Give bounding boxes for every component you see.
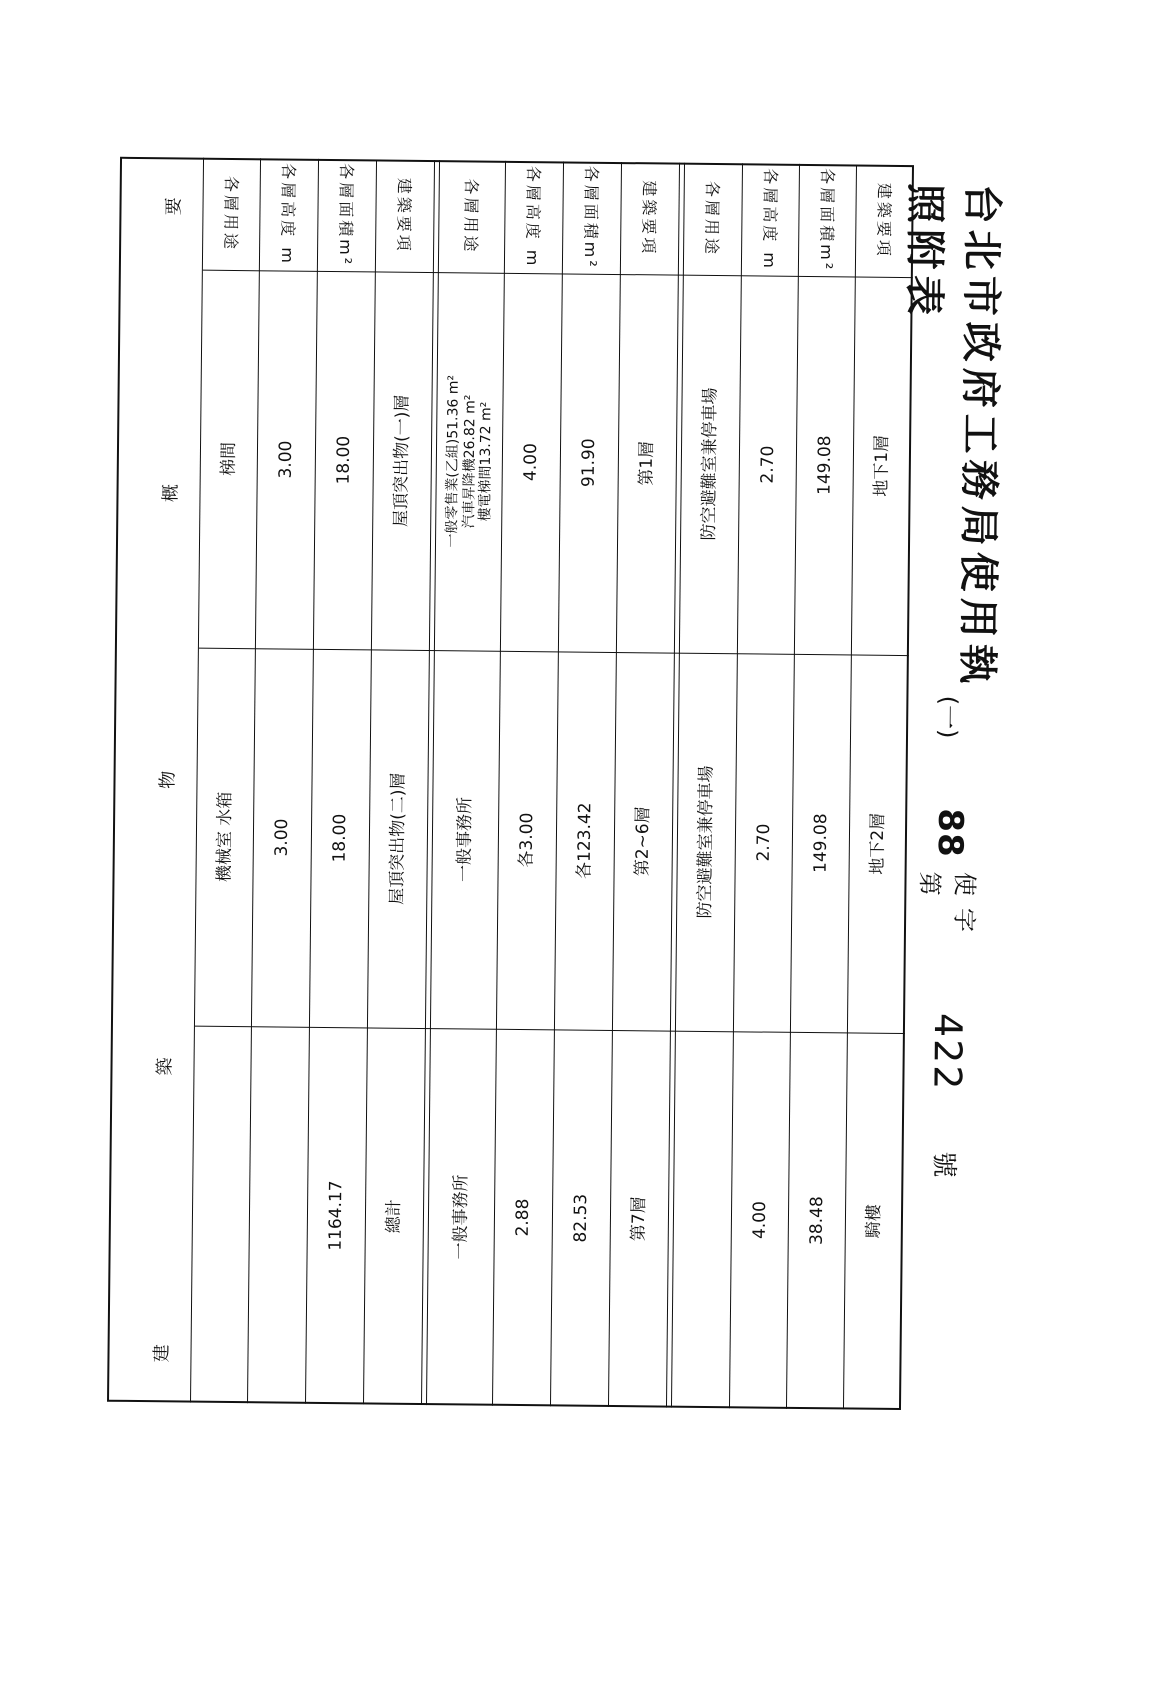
section-char: 物 [157,770,179,789]
table-cell-use [191,1026,252,1404]
table-cell-item: 總計 [384,1199,405,1234]
row-label-use: 各層用途 [461,178,482,255]
row-label-use: 各層用途 [702,180,723,258]
permit-attachment-sheet [107,157,1005,1411]
permit-suffix: 號 [928,1151,960,1184]
title-suffix: (一) [934,695,963,739]
use-line: 汽車昇降機26.82 m² [460,394,479,529]
table-cell-item: 屋頂突出物(一)層 [391,394,413,527]
table-cell-height: 3.00 [275,440,297,479]
section-char: 築 [154,1057,176,1076]
table-cell-height: 2.88 [512,1198,534,1237]
table-cell-item: 第2~6層 [632,806,654,877]
permit-prefix: 使字第 [915,871,979,945]
section-char: 概 [160,483,182,503]
table-cell-use: 梯間 [218,441,239,477]
row-label-height: 各層高度 m [523,165,544,269]
document-title-bar [900,182,1005,1184]
permit-number: 422 [925,1012,971,1092]
table-cell-use [435,272,505,651]
table-cell-area: 1164.17 [325,1180,347,1251]
row-label-area: 各層面積m² [336,163,357,268]
table-cell-item: 騎樓 [863,1204,884,1239]
table-cell-area: 各123.42 [574,802,596,880]
document-title: 台北市政府工務局使用執照附表 [900,182,1005,691]
table-cell-use [427,1028,497,1406]
table-cell-height: 3.00 [271,818,293,857]
table-cell-area: 18.00 [333,435,355,485]
table-cell-height: 2.70 [753,823,774,862]
table-cell-area: 18.00 [329,813,351,863]
table-cell-item: 屋頂突出物(二)層 [387,772,409,905]
table-cell-use [431,650,501,1029]
section-char: 建 [151,1344,173,1363]
use-line: 一般事務所 [450,1174,472,1260]
table-cell-area: 82.53 [570,1193,592,1243]
table-cell-area: 149.08 [814,435,835,496]
table-cell-height [248,1026,310,1404]
table-cell-area: 149.08 [810,813,831,874]
use-line: 樓電梯間13.72 m² [477,401,495,522]
section-char: 要 [163,197,185,216]
use-line: 一般事務所 [454,796,476,883]
table-cell-height: 2.70 [757,445,778,484]
table-cell-use: 防空避難室兼停車場 [695,765,717,919]
row-label-use: 各層用途 [221,175,241,253]
row-label-area: 各層面積m² [581,165,602,270]
table-cell-height: 4.00 [520,443,542,482]
row-label-height: 各層高度 m [759,168,780,272]
row-label-height: 各層高度 m [278,163,299,266]
table-cell-item: 第1層 [636,440,658,486]
row-label-item: 建築要項 [639,180,660,257]
table-cell-area: 91.90 [578,438,600,488]
permit-year: 88 [929,808,971,858]
use-line: 一般零售業(乙組)51.36 m² [443,374,462,548]
table-cell-use: 防空避難室兼停車場 [699,387,721,541]
table-cell-item: 第7層 [628,1196,650,1242]
table-cell-height: 4.00 [749,1201,770,1240]
table-cell-item: 地下1層 [871,434,892,497]
table-cell-item: 地下2層 [867,812,888,875]
row-label-item: 建築要項 [394,177,415,254]
table-cell-use [672,1031,734,1409]
table-cell-height: 各3.00 [516,812,538,868]
row-label-area: 各層面積m² [816,168,837,273]
row-label-item: 建築要項 [874,182,894,259]
table-cell-area: 38.48 [806,1196,827,1246]
table-cell-use: 機械室 水箱 [214,791,236,883]
